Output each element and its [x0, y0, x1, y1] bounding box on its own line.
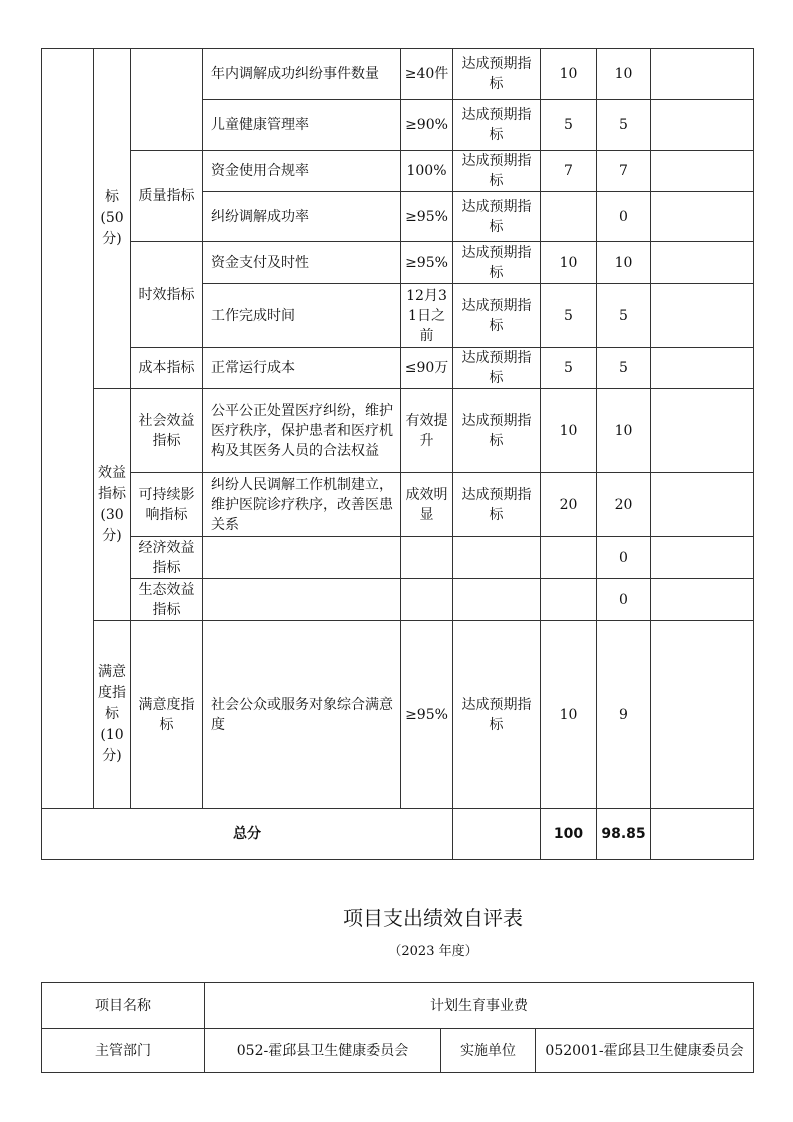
indicator-name: 正常运行成本 [203, 348, 401, 389]
target-value: 12月31日之前 [401, 284, 453, 348]
form-year: （2023 年度） [388, 944, 478, 959]
completion-status: 达成预期指标 [453, 621, 541, 809]
score: 0 [597, 537, 651, 579]
score: 0 [597, 579, 651, 621]
remark [651, 809, 754, 860]
total-weight: 100 [541, 809, 597, 860]
indicator-row [42, 473, 754, 537]
weight: 10 [541, 389, 597, 473]
sub-indicator: 经济效益指标 [131, 537, 203, 579]
weight: 5 [541, 348, 597, 389]
indicator-name: 纠纷人民调解工作机制建立，维护医院诊疗秩序，改善医患关系 [203, 473, 401, 537]
remark [651, 389, 754, 473]
sub-indicator: 时效指标 [131, 242, 203, 348]
completion-status: 达成预期指标 [453, 389, 541, 473]
indicator-row [42, 151, 754, 192]
target-value [401, 579, 453, 621]
unit-value: 052001-霍邱县卫生健康委员会 [536, 1029, 754, 1073]
indicator-row [42, 242, 754, 284]
weight: 5 [541, 284, 597, 348]
target-value: 成效明显 [401, 473, 453, 537]
weight: 10 [541, 49, 597, 100]
indicator-name [203, 579, 401, 621]
indicator-name: 纠纷调解成功率 [203, 192, 401, 242]
sub-indicator [131, 49, 203, 151]
weight: 10 [541, 621, 597, 809]
sub-indicator: 可持续影响指标 [131, 473, 203, 537]
score: 10 [597, 389, 651, 473]
score: 5 [597, 100, 651, 151]
remark [651, 100, 754, 151]
target-value: 有效提升 [401, 389, 453, 473]
indicator-row [42, 537, 754, 579]
indicator-row [42, 621, 754, 809]
indicator-row [42, 389, 754, 473]
completion-status [453, 579, 541, 621]
completion-status: 达成预期指标 [453, 348, 541, 389]
remark [651, 49, 754, 100]
indicator-name: 公平公正处置医疗纠纷，维护医疗秩序，保护患者和医疗机构及其医务人员的合法权益 [203, 389, 401, 473]
remark [651, 473, 754, 537]
indicator-group: 标(50分) [94, 49, 131, 389]
completion-status: 达成预期指标 [453, 473, 541, 537]
remark [651, 537, 754, 579]
score: 9 [597, 621, 651, 809]
unit-label: 实施单位 [441, 1029, 536, 1073]
indicator-name: 资金支付及时性 [203, 242, 401, 284]
indicator-name: 儿童健康管理率 [203, 100, 401, 151]
remark [651, 284, 754, 348]
completion-status: 达成预期指标 [453, 100, 541, 151]
remark [651, 192, 754, 242]
project-name-value: 计划生育事业费 [205, 983, 754, 1029]
target-value: 100% [401, 151, 453, 192]
weight: 5 [541, 100, 597, 151]
target-value: ≥90% [401, 100, 453, 151]
score: 7 [597, 151, 651, 192]
completion-status: 达成预期指标 [453, 49, 541, 100]
indicator-name: 年内调解成功纠纷事件数量 [203, 49, 401, 100]
remark [651, 151, 754, 192]
project-name-label: 项目名称 [42, 983, 205, 1029]
total-label: 总分 [42, 809, 453, 860]
completion-status: 达成预期指标 [453, 151, 541, 192]
score: 20 [597, 473, 651, 537]
completion-status [453, 537, 541, 579]
weight: 10 [541, 242, 597, 284]
form-title: 项目支出绩效自评表 [343, 906, 523, 930]
weight: 7 [541, 151, 597, 192]
dept-label: 主管部门 [42, 1029, 205, 1073]
dept-value: 052-霍邱县卫生健康委员会 [205, 1029, 441, 1073]
blank-category-cell [42, 49, 94, 809]
weight [541, 537, 597, 579]
target-value: ≥95% [401, 621, 453, 809]
remark [651, 348, 754, 389]
weight [541, 192, 597, 242]
indicator-row [42, 49, 754, 100]
remark [651, 242, 754, 284]
score: 10 [597, 242, 651, 284]
sub-indicator: 社会效益指标 [131, 389, 203, 473]
completion-status: 达成预期指标 [453, 242, 541, 284]
remark [651, 579, 754, 621]
remark [651, 621, 754, 809]
indicator-group: 满意度指标(10分) [94, 621, 131, 809]
score: 10 [597, 49, 651, 100]
target-value [401, 537, 453, 579]
total-score: 98.85 [597, 809, 651, 860]
weight [541, 579, 597, 621]
score: 0 [597, 192, 651, 242]
indicator-name [203, 537, 401, 579]
indicator-row [42, 348, 754, 389]
completion-status: 达成预期指标 [453, 284, 541, 348]
indicator-name: 资金使用合规率 [203, 151, 401, 192]
sub-indicator: 成本指标 [131, 348, 203, 389]
performance-indicator-table [41, 48, 754, 860]
completion-status: 达成预期指标 [453, 192, 541, 242]
sub-indicator: 满意度指标 [131, 621, 203, 809]
target-value: ≥95% [401, 192, 453, 242]
indicator-row [42, 579, 754, 621]
target-value: ≥95% [401, 242, 453, 284]
score: 5 [597, 284, 651, 348]
project-info-table [41, 982, 754, 1073]
target-value: ≤90万 [401, 348, 453, 389]
weight: 20 [541, 473, 597, 537]
indicator-name: 社会公众或服务对象综合满意度 [203, 621, 401, 809]
score: 5 [597, 348, 651, 389]
total-row [42, 809, 754, 860]
blank-cell [453, 809, 541, 860]
sub-indicator: 生态效益指标 [131, 579, 203, 621]
sub-indicator: 质量指标 [131, 151, 203, 242]
indicator-name: 工作完成时间 [203, 284, 401, 348]
target-value: ≥40件 [401, 49, 453, 100]
indicator-group: 效益指标(30分) [94, 389, 131, 621]
